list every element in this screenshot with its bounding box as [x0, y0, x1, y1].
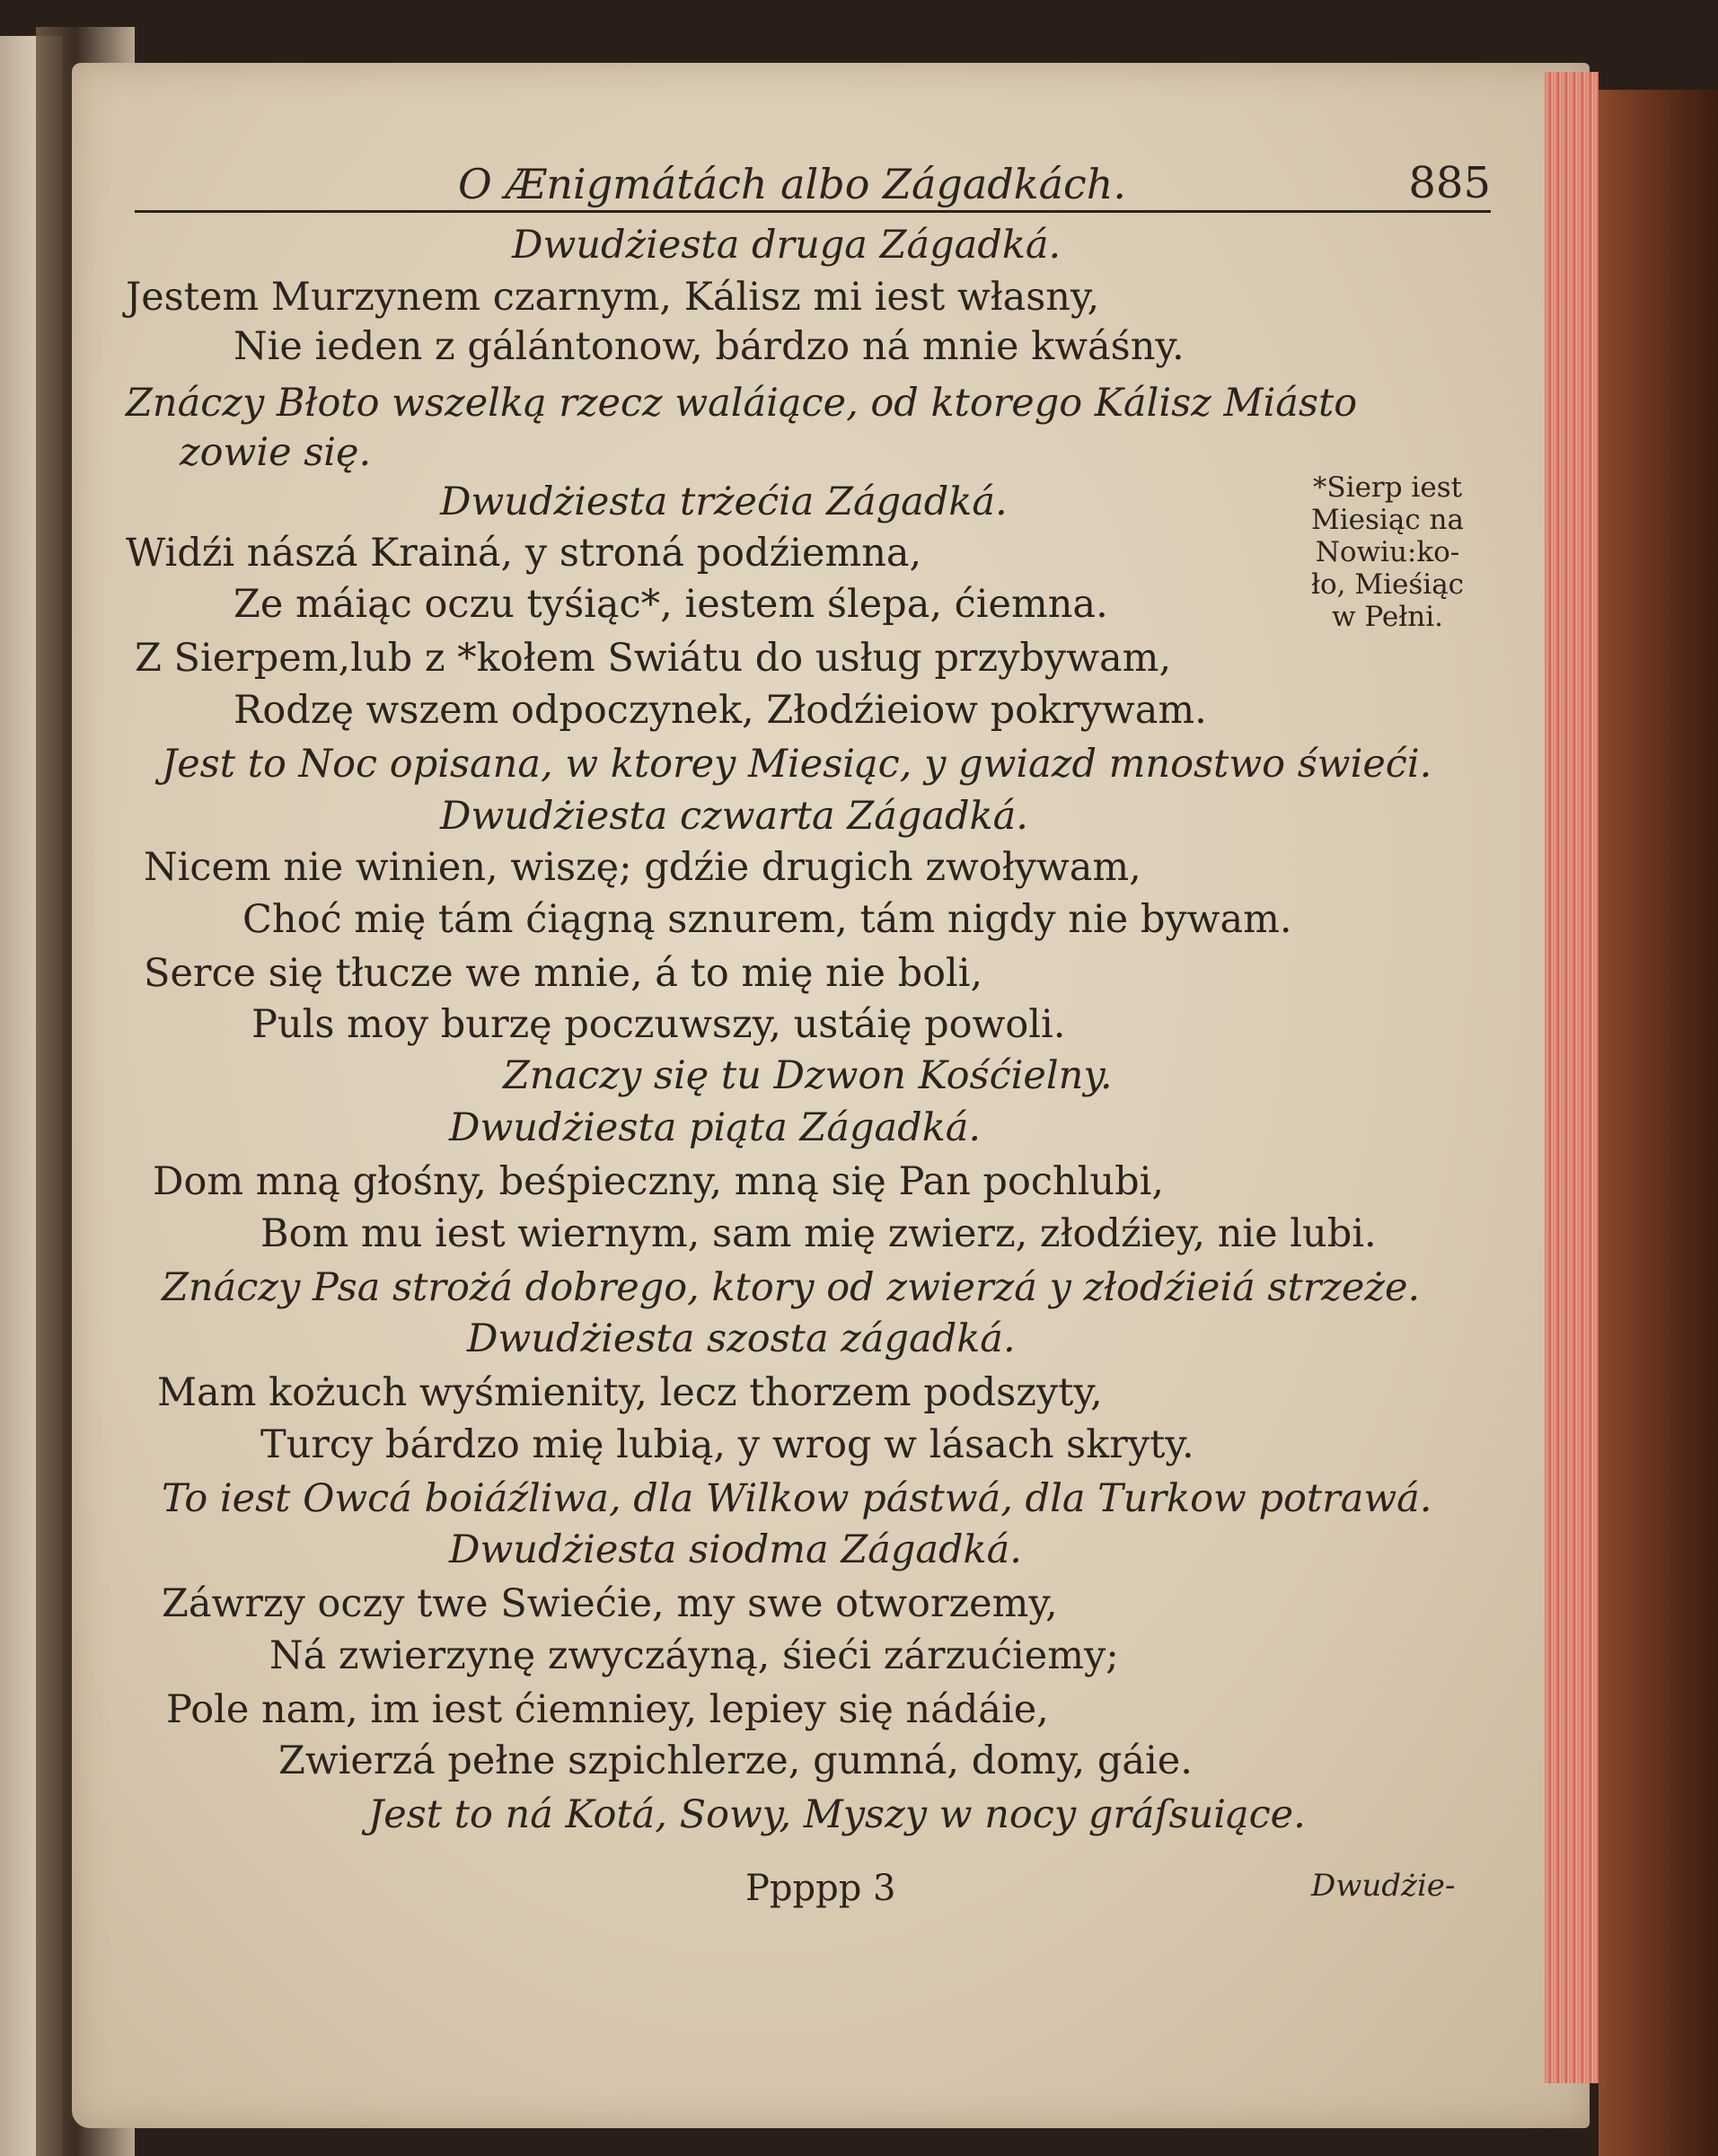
margin-note-line: ło, Mieśiąc	[1310, 568, 1465, 601]
verse-line: Zwierzá pełne szpichlerze, gumná, domy, gáie.	[278, 1738, 1193, 1783]
verse-line: Puls moy burzę poczuwszy, ustáię powoli.	[251, 1002, 1066, 1047]
verse-line: Z Sierpem,lub z *kołem Swiátu do usług przybywam,	[135, 636, 1172, 681]
riddle-answer: To iest Owcá boiáźliwa, dla Wilkow pástwá, dla Turkow potrawá.	[162, 1476, 1432, 1521]
header-rule	[135, 210, 1491, 213]
verse-line: Choć mię tám ćiągną sznurem, tám nigdy nie bywam.	[242, 897, 1292, 942]
margin-note-line: Nowiu:ko-	[1315, 536, 1460, 568]
running-header	[126, 153, 1491, 224]
verse-line: Ze máiąc oczu tyśiąc*, iestem ślepa, ćiemna.	[233, 582, 1108, 627]
riddle-answer: Znáczy Psa strożá dobrego, ktory od zwierzá y złodźieiá strzeże.	[162, 1265, 1421, 1310]
margin-note-line: Miesiąc na	[1311, 504, 1464, 536]
leather-cover-edge	[1599, 90, 1718, 2156]
riddle-answer: Jest to Noc opisana, w ktorey Miesiąc, y gwiazd mnostwo świeći.	[162, 742, 1432, 787]
riddle-answer: Znáczy Błoto wszelką rzecz waláiące, od ktorego Kálisz Miásto	[126, 381, 1358, 426]
verse-line: Záwrzy oczy twe Swiećie, my swe otworzemy,	[162, 1581, 1058, 1626]
margin-note-line: w Pełni.	[1332, 601, 1443, 633]
verse-line: Turcy bárdzo mię lubią, y wrog w lásach skryty.	[260, 1422, 1194, 1467]
verse-line: Pole nam, im iest ćiemniey, lepiey się nádáie,	[166, 1687, 1049, 1732]
verse-line: Nicem nie winien, wiszę; gdźie drugich zwoływam,	[144, 845, 1141, 890]
verse-line: Nie ieden z gálántonow, bárdzo ná mnie kwáśny.	[233, 324, 1185, 369]
page-text-block	[126, 153, 1491, 1993]
riddle-answer: zowie się.	[180, 430, 372, 475]
catchword: Dwudżie-	[1311, 1868, 1456, 1904]
riddle-answer: Jest to ná Kotá, Sowy, Myszy w nocy gráſsuiące.	[368, 1792, 1306, 1837]
verse-line: Rodzę wszem odpoczynek, Złodźieiow pokrywam.	[233, 688, 1207, 733]
riddle-heading: Dwudżiesta piąta Zágadká.	[449, 1105, 982, 1150]
riddle-heading: Dwudżiesta druga Zágadká.	[512, 223, 1062, 268]
running-title: O Ænigmátách albo Zágadkách.	[458, 160, 1127, 208]
riddle-heading: Dwudżiesta siodma Zágadká.	[449, 1527, 1022, 1572]
margin-note	[1289, 471, 1486, 633]
riddle-answer: Znaczy się tu Dzwon Kośćielny.	[503, 1053, 1113, 1098]
page-number: 885	[1408, 158, 1491, 208]
verse-line: Ná zwierzynę zwyczáyną, śieći zárzućiemy;	[269, 1633, 1119, 1678]
verse-line: Widźi nászá Krainá, y stroná podźiemna,	[126, 531, 922, 576]
riddle-heading: Dwudżiesta trżećia Zágadká.	[440, 480, 1008, 524]
verse-line: Bom mu iest wiernym, sam mię zwierz, złodźiey, nie lubi.	[260, 1211, 1377, 1256]
riddle-heading: Dwudżiesta czwarta Zágadká.	[440, 794, 1028, 839]
red-page-edges	[1545, 72, 1599, 2083]
signature-mark: Ppppp 3	[745, 1868, 896, 1909]
verse-line: Dom mną głośny, beśpieczny, mną się Pan pochlubi,	[153, 1159, 1165, 1204]
verse-line: Jestem Murzynem czarnym, Kálisz mi iest własny,	[126, 275, 1100, 320]
verse-line: Mam kożuch wyśmienity, lecz thorzem podszyty,	[157, 1370, 1103, 1415]
margin-note-line: *Sierp iest	[1312, 471, 1463, 504]
verse-line: Serce się tłucze we mnie, á to mię nie boli,	[144, 951, 983, 996]
riddle-heading: Dwudżiesta szosta zágadká.	[467, 1316, 1016, 1361]
